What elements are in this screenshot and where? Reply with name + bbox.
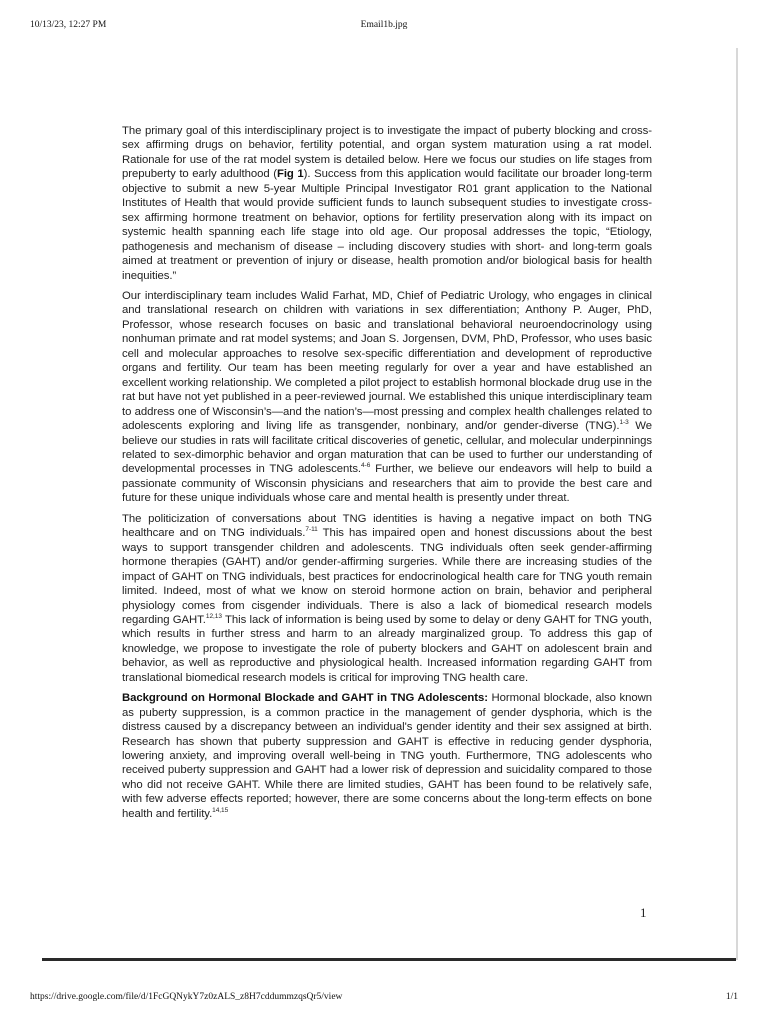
paragraph-text: This has impaired open and honest discussions about the best ways to support transgender children and adolescents. TNG individuals often seek gender-affirming hormone therapies (GAHT) and/or gender-affirming surgeries. While there are increasing studies of the impact of GAHT on TNG individuals, best practices for endocrinological health care for TNG youth remain limited. Indeed, most of what we know on steroid hormone action on brain, behavior and peripheral physiology comes from cisgender individuals. There is also a lack of biomedical research models regarding GAHT.: [122, 527, 652, 626]
paragraph-text: The politicization of conversations about TNG identities is having a negative impact on both TNG healthcare and on TNG individuals.: [122, 512, 652, 540]
print-filename: Email1b.jpg: [360, 20, 408, 30]
paragraph-text: Further, we believe our endeavors will help to build a passionate community of Wisconsin physicians and researchers that aim to provide the best care and future for these unique individuals whose care and mental health is presently under threat.: [122, 463, 652, 505]
paragraph-text: Hormonal blockade, also known as puberty suppression, is a common practice in the management of gender dysphoria, which is the distress caused by a discrepancy between an individual's gender identity and their sex assigned at birth. Research has shown that puberty suppression and GAHT is effective in reducing gender dysphoria, lowering anxiety, and improving overall well-being in TNG youth. Furthermore, TNG adolescents who received puberty suppression and GAHT had a lower risk of depression and suicidality compared to those who did not receive GAHT. While there are limited studies, GAHT has been found to be relatively safe, with few adverse effects reported; however, there are some concerns about the long-term effects on bone health and fertility.: [122, 692, 652, 820]
print-header: [30, 20, 738, 34]
citation-superscript: 14,15: [212, 806, 229, 814]
paragraph-text: ). Success from this application would facilitate our broader long-term objective to submit a new 5-year Multiple Principal Investigator R01 grant application to the National Institutes of Health that would provide sufficient funds to launch subsequent studies to investigate cross-sex affirming hormone treatment on behavior, options for fertility preservation along with its impact on systemic health spanning each life stage into old age. Our proposal addresses the topic, “Etiology, pathogenesis and mechanism of disease – including discovery studies with short- and long-term goals aimed at treatment or prevention of injury or disease, health promotion and/or biological basis for health inequities.”: [122, 168, 652, 282]
document-body: [122, 124, 652, 827]
paragraph-text: Our interdisciplinary team includes Walid Farhat, MD, Chief of Pediatric Urology, who engages in clinical and translational research on children with variations in sex differentiation; Anthony P. Auger, PhD, Professor, whose research focuses on basic and translational behavioral neuroendocrinology using nonhuman primate and rat model systems; and Joan S. Jorgensen, DVM, PhD, Professor, who uses basic cell and molecular approaches to resolve sex-specific differentiation and development of reproductive organs and fertility. Our team has been meeting regularly for over a year and have established an excellent working relationship. We completed a pilot project to establish hormonal blockade drug use in the rat but have not yet published in a peer-reviewed journal. We established this unique interdisciplinary team to address one of Wisconsin’s—and the nation’s—most pressing and complex health challenges related to adolescents exploring and living life as transgender, nonbinary, and/or gender-diverse (TNG).: [122, 289, 652, 433]
paragraph-text: The primary goal of this interdisciplinary project is to investigate the impact of puberty blocking and cross-sex affirming drugs on behavior, fertility potential, and organ system maturation using a rat model. Rationale for use of the rat model system is detailed below. Here we focus our studies on life stages from prepuberty to early adulthood (: [122, 125, 652, 181]
bold-text: Fig 1: [276, 168, 304, 181]
bold-text: Background on Hormonal Blockade and GAHT in TNG Adolescents:: [122, 692, 488, 705]
citation-superscript: 7-11: [305, 526, 318, 534]
print-datetime: 10/13/23, 12:27 PM: [30, 20, 107, 30]
body-paragraph: [122, 512, 652, 685]
paragraph-text: We believe our studies in rats will facilitate critical discoveries of genetic, cellular, and molecular underpinnings related to sex-dimorphic behavior and organ maturation that can be used to further our understanding of developmental processes in TNG adolescents.: [122, 420, 653, 476]
body-paragraph: [122, 691, 652, 821]
scan-edge-divider: [42, 958, 736, 961]
print-page-count: 1/1: [725, 992, 738, 1002]
page-number: 1: [640, 905, 647, 920]
citation-superscript: 1-3: [619, 419, 629, 427]
citation-superscript: 4-6: [361, 462, 371, 470]
print-url: https://drive.google.com/file/d/1FcGQNykY7z0zALS_z8H7cddummzqsQr5/view: [30, 992, 343, 1002]
body-paragraph: [122, 289, 652, 506]
citation-superscript: 12,13: [205, 612, 222, 620]
paragraph-text: This lack of information is being used by some to delay or deny GAHT for TNG youth, which results in further stress and harm to an already marginalized group. To address this gap of knowledge, we propose to investigate the role of puberty blockers and GAHT on adolescent brain and behavior, as well as reproductive and physiological health. Increased information regarding GAHT from translational biomedical research models is critical for improving TNG health care.: [122, 613, 652, 684]
print-footer: [30, 992, 738, 1006]
body-paragraph: [122, 124, 652, 283]
